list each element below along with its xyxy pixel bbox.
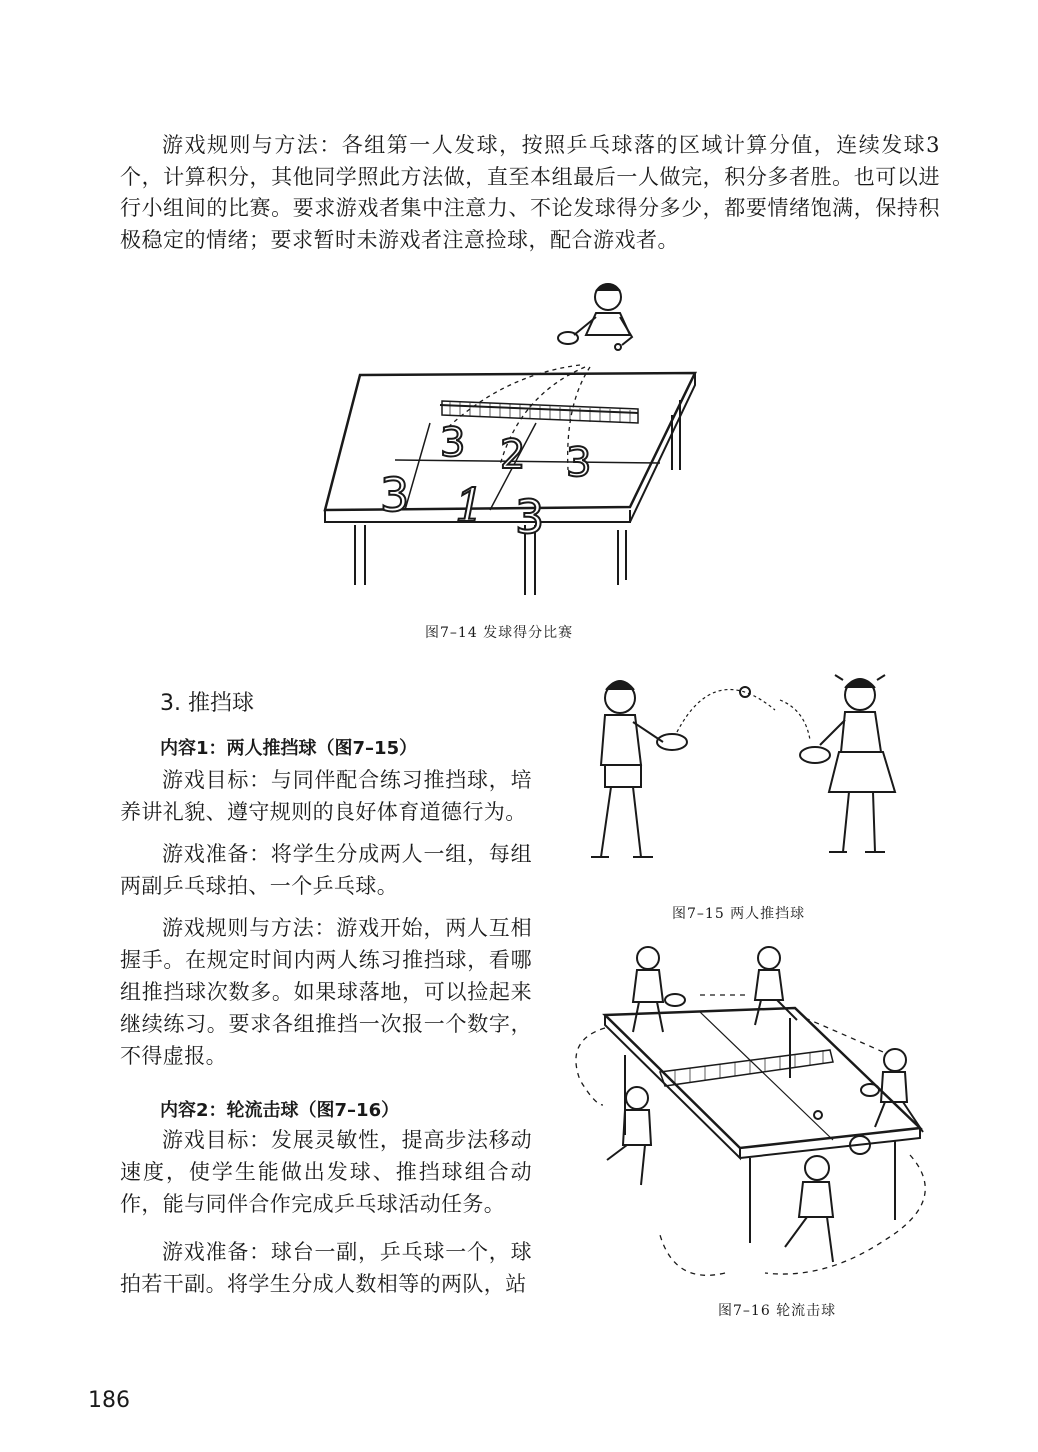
section-heading: 3. 推挡球 bbox=[160, 691, 254, 716]
server-child-illustration bbox=[558, 284, 632, 350]
zone-far-right: 3 bbox=[566, 440, 592, 486]
content2-title: 内容2：轮流击球（图7–16） bbox=[160, 1100, 400, 1121]
player-left bbox=[607, 1087, 651, 1185]
girl-player-illustration bbox=[800, 675, 895, 852]
player-front bbox=[785, 1136, 870, 1262]
content2-goal: 游戏目标：发展灵敏性，提高步法移动速度，使学生能做出发球、推挡球组合动作，能与同伴合作完成乒乓球活动任务。 bbox=[120, 1128, 532, 1216]
content1-title: 内容1：两人推挡球（图7–15） bbox=[160, 738, 418, 759]
content1-rules: 游戏规则与方法：游戏开始，两人互相握手。在规定时间内两人练习推挡球，看哪组推挡球次数多。如果球落地，可以捡起来继续练习。要求各组推挡一次报一个数字，不得虚报。 bbox=[120, 916, 532, 1068]
page-number: 186 bbox=[88, 1388, 130, 1413]
intro-paragraph: 游戏规则与方法：各组第一人发球，按照乒乓球落的区域计算分值，连续发球3个，计算积分，其他同学照此方法做，直至本组最后一人做完，积分多者胜。也可以进行小组间的比赛。要求游戏者集中注意力、不论发球得分多少，都要情绪饱满，保持积极稳定的情绪；要求暂时未游戏者注意捡球，配合游戏者。 bbox=[120, 133, 940, 253]
figure-7-15-caption: 图7–15 两人推挡球 bbox=[672, 906, 806, 922]
player-top-right bbox=[755, 947, 797, 1025]
content1-prep: 游戏准备：将学生分成两人一组，每组两副乒乓球拍、一个乒乓球。 bbox=[120, 842, 532, 898]
zone-far-left: 3 bbox=[440, 420, 466, 466]
player-right bbox=[861, 1049, 923, 1132]
content1-goal: 游戏目标：与同伴配合练习推挡球，培养讲礼貌、遵守规则的良好体育道德行为。 bbox=[120, 768, 532, 824]
player-top-left bbox=[633, 947, 685, 1032]
boy-player-illustration bbox=[591, 681, 687, 857]
content2-prep: 游戏准备：球台一副，乒乓球一个，球拍若干副。将学生分成人数相等的两队，站 bbox=[120, 1240, 532, 1296]
figure-7-16-caption: 图7–16 轮流击球 bbox=[718, 1303, 837, 1319]
zone-near-left: 3 bbox=[380, 468, 410, 522]
figure-7-14-caption: 图7–14 发球得分比赛 bbox=[425, 625, 574, 641]
zone-far-middle: 2 bbox=[500, 432, 526, 478]
zone-near-right: 3 bbox=[515, 490, 545, 544]
figure-rotating-hits bbox=[565, 940, 950, 1295]
figure-two-player-push-block bbox=[575, 670, 915, 890]
zone-near-middle: 1 bbox=[455, 478, 485, 532]
